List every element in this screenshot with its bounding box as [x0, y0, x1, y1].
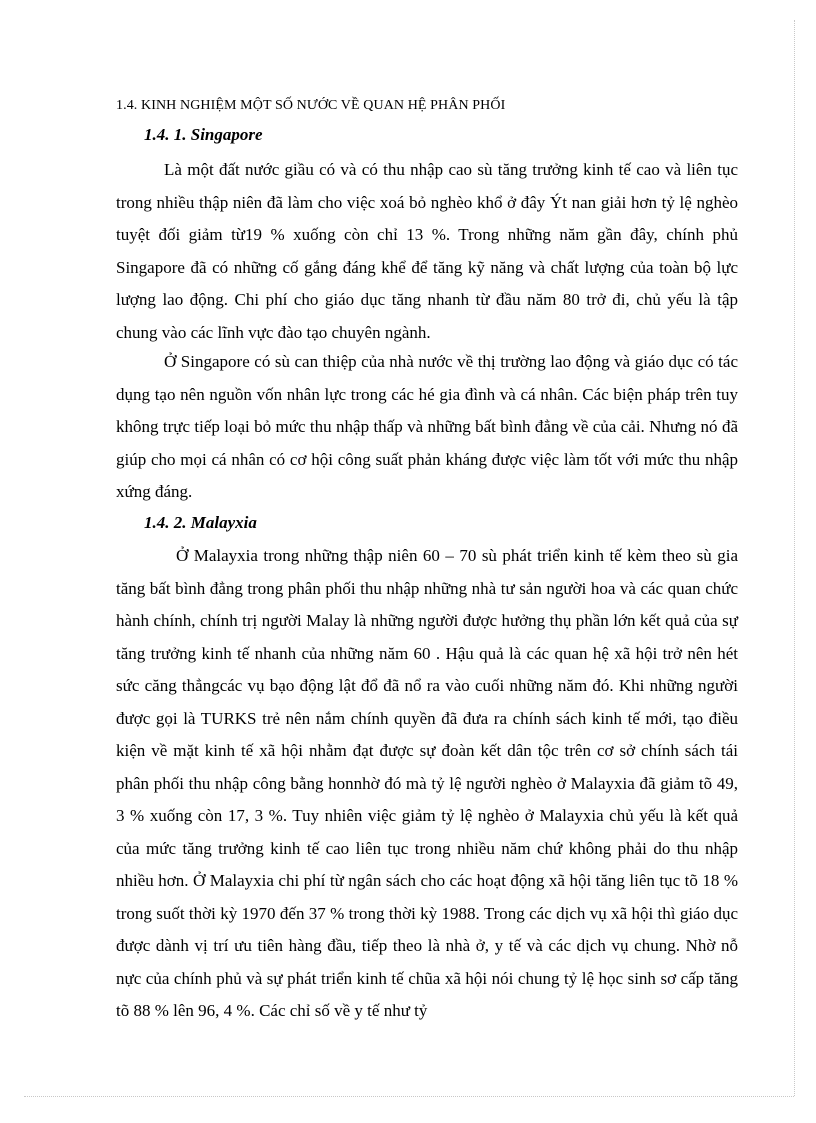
paragraph-singapore-1: Là một đất nước giầu có và có thu nhập cao sù tăng trưởng kinh tế cao và liên tục trong nhiều thập niên đã làm cho việc xoá bỏ nghèo khổ ở đây Ýt nan giải hơn tỷ lệ nghèo tuyệt đối giảm từ19 % xuống còn chỉ 13 %. Trong những năm gần đây, chính phủ Singapore đã có những cố gắng đáng khể để tăng kỹ năng và chất lượng của toàn bộ lực lượng lao động. Chi phí cho giáo dục tăng nhanh từ đầu năm 80 trở đi, chủ yếu là tập chung vào các lĩnh vực đào tạo chuyên ngành.: [116, 160, 738, 342]
page-border-bottom: [24, 1096, 794, 1097]
page-border-right: [794, 20, 795, 1096]
section-heading: 1.4. KINH NGHIỆM MỘT SỐ NƯỚC VỀ QUAN HỆ PHÂN PHỐI: [116, 98, 506, 113]
paragraph-singapore-2: Ở Singapore có sù can thiệp của nhà nước về thị trường lao động và giáo dục có tác dụng tạo nên nguồn vốn nhân lực trong các hé gia đình và cá nhân. Các biện pháp trên tuy không trực tiếp loại bỏ mức thu nhập thấp và những bất bình đẳng về của cải. Nhưng nó đã giúp cho mọi cá nhân có cơ hội công suất phản kháng được việc làm tốt với mức thu nhập xứng đáng.: [116, 352, 738, 501]
subsection-title-malayxia: 1.4. 2. Malayxia: [144, 513, 257, 532]
subsection-title-singapore: 1.4. 1. Singapore: [144, 125, 263, 144]
paragraph-malayxia-1: Ở Malayxia trong những thập niên 60 – 70 sù phát triển kinh tế kèm theo sù gia tăng bất bình đẳng trong phân phối thu nhập những nhà tư sản người hoa và các quan chức hành chính, chính trị người Malay là những người được hưởng thụ phần lớn kết quả của sự tăng trưởng kinh tế nhanh của những năm 60 . Hậu quả là các quan hệ xã hội trở nên hét sức căng thẳngcác vụ bạo động lật đổ đã nổ ra vào cuối những năm đó. Khi những người được gọi là TURKS trẻ nên nắm chính quyền đã đưa ra chính sách kinh tế mới, tạo điều kiện về mặt kinh tế xã hội nhằm đạt được sự đoàn kết dân tộc trên cơ sở chính sách tái phân phối thu nhập công bằng honnhờ đó mà tỷ lệ người nghèo ở Malayxia đã giảm tõ 49, 3 % xuống còn 17, 3 %. Tuy nhiên việc giảm tỷ lệ nghèo ở Malayxia chủ yếu là kết quả của mức tăng trưởng kinh tế cao liên tục trong nhiều năm chứ không phải do thu nhập nhiều hơn. Ở Malayxia chi phí từ ngân sách cho các hoạt động xã hội tăng liên tục tõ 18 % trong suốt thời kỳ 1970 đến 37 % trong thời kỳ 1988. Trong các dịch vụ xã hội thì giáo dục được dành vị trí ưu tiên hàng đầu, tiếp theo là nhà ở, y tế và các dịch vụ chung. Nhờ nỗ nực của chính phủ và sự phát triển kinh tế chũa xã hội nói chung tỷ lệ học sinh sơ cấp tăng tõ 88 % lên 96, 4 %. Các chỉ số về y tế như tỷ: [116, 546, 738, 1020]
